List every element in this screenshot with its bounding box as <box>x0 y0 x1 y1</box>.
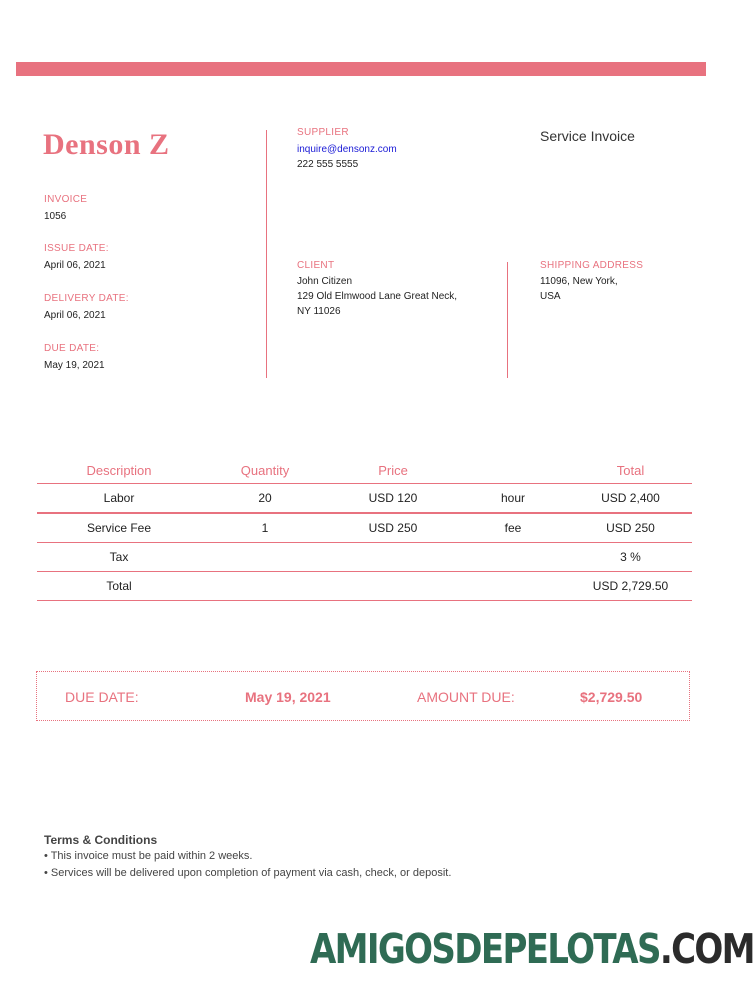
amount-due-summary <box>36 671 690 721</box>
table-cell <box>201 543 329 572</box>
delivery-date-value: April 06, 2021 <box>44 310 106 321</box>
due-date-label: DUE DATE: <box>44 343 100 354</box>
watermark-tld: .COM <box>659 925 754 973</box>
table-cell: fee <box>457 513 569 543</box>
summary-due-value: May 19, 2021 <box>245 689 331 705</box>
issue-date-value: April 06, 2021 <box>44 260 106 271</box>
table-cell: Tax <box>37 543 201 572</box>
table-cell: USD 250 <box>329 513 457 543</box>
summary-amount-label: AMOUNT DUE: <box>417 689 515 705</box>
shipping-line2: USA <box>540 291 561 302</box>
table-cell: 3 % <box>569 543 692 572</box>
due-date-value: May 19, 2021 <box>44 360 105 371</box>
table-row <box>37 572 692 601</box>
client-address-line2: NY 11026 <box>297 306 341 317</box>
terms-heading: Terms & Conditions <box>44 833 158 847</box>
shipping-label: SHIPPING ADDRESS <box>540 260 644 271</box>
table-cell <box>457 543 569 572</box>
column-header <box>457 458 569 484</box>
shipping-line1: 11096, New York, <box>540 276 618 287</box>
terms-item: • Services will be delivered upon completion of payment via cash, check, or deposit. <box>44 867 452 879</box>
client-name: John Citizen <box>297 276 353 287</box>
supplier-phone: 222 555 5555 <box>297 159 359 170</box>
table-cell <box>201 572 329 601</box>
issue-date-label: ISSUE DATE: <box>44 243 109 254</box>
supplier-email-link[interactable]: inquire@densonz.com <box>297 144 397 155</box>
table-header-row <box>37 458 692 484</box>
table-cell: 20 <box>201 484 329 514</box>
company-name: Denson Z <box>43 128 170 161</box>
table-row <box>37 484 692 514</box>
column-divider <box>507 262 508 378</box>
column-header: Quantity <box>201 458 329 484</box>
invoice-number: 1056 <box>44 211 67 222</box>
table-cell: Service Fee <box>37 513 201 543</box>
table-row <box>37 513 692 543</box>
table-cell: USD 250 <box>569 513 692 543</box>
column-header: Total <box>569 458 692 484</box>
summary-due-label: DUE DATE: <box>65 689 139 705</box>
table-cell: hour <box>457 484 569 514</box>
table-cell <box>329 572 457 601</box>
table-cell: USD 120 <box>329 484 457 514</box>
table-cell: USD 2,400 <box>569 484 692 514</box>
line-items-table <box>37 458 692 601</box>
invoice-label: INVOICE <box>44 194 88 205</box>
column-header: Description <box>37 458 201 484</box>
table-cell <box>329 543 457 572</box>
table-cell: Labor <box>37 484 201 514</box>
table-cell: 1 <box>201 513 329 543</box>
delivery-date-label: DELIVERY DATE: <box>44 293 129 304</box>
client-label: CLIENT <box>297 260 335 271</box>
supplier-label: SUPPLIER <box>297 127 349 138</box>
client-address-line1: 129 Old Elmwood Lane Great Neck, <box>297 291 458 302</box>
watermark-name: AMIGOSDEPELOTAS <box>310 925 660 973</box>
watermark-logo <box>310 925 754 973</box>
table-cell: Total <box>37 572 201 601</box>
table-cell: USD 2,729.50 <box>569 572 692 601</box>
header-accent-bar <box>16 62 706 76</box>
summary-amount-value: $2,729.50 <box>580 689 643 705</box>
terms-item: • This invoice must be paid within 2 weeks. <box>44 850 253 862</box>
column-divider <box>266 130 267 378</box>
table-row <box>37 543 692 572</box>
document-title: Service Invoice <box>540 128 635 144</box>
table-cell <box>457 572 569 601</box>
column-header: Price <box>329 458 457 484</box>
